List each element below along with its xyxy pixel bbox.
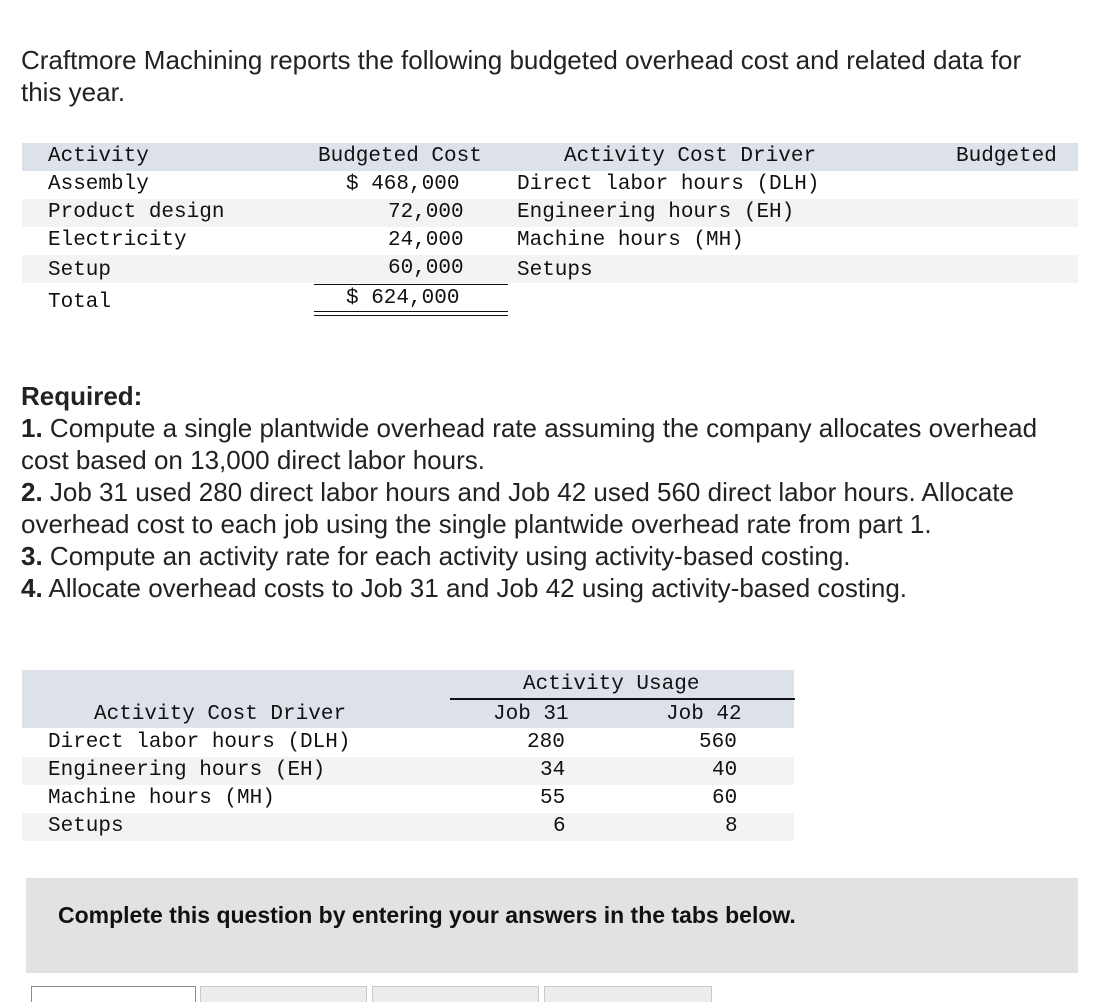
job42-cell: 60 [712,787,738,810]
job42-cell: 560 [699,731,737,754]
job42-header: Job 42 [666,703,742,726]
table2-row-band [22,813,794,841]
tab-required-1[interactable] [31,986,196,1002]
total-label: Total [48,291,112,314]
header-budgeted: Budgeted [956,145,1057,168]
required-item-2: 2. Job 31 used 280 direct labor hours and Job 42 used 560 direct labor hours. Allocate overhead cost to each job using the single plantwide overhead rate from part 1. [21,477,1014,539]
instruction-box [26,878,1078,973]
usage-driver-cell: Setups [48,815,124,838]
activity-cell: Product design [48,201,225,224]
usage-driver-cell: Engineering hours (EH) [48,759,326,782]
job42-cell: 40 [712,759,738,782]
cost-cell: $ 468,000 [346,173,460,196]
tab-required-2[interactable] [200,986,367,1002]
activity-cell: Electricity [48,229,187,252]
total-value: $ 624,000 [346,287,460,310]
cost-cell: 60,000 [388,257,464,280]
activity-cell: Assembly [48,173,149,196]
activity-cell: Setup [48,259,112,282]
job42-cell: 8 [725,815,738,838]
job31-cell: 280 [527,731,565,754]
instruction-text: Complete this question by entering your answers in the tabs below. [58,902,796,928]
required-item-4: 4. Allocate overhead costs to Job 31 and Job 42 using activity-based costing. [21,573,907,603]
required-section [21,380,1081,604]
cost-cell: 72,000 [388,201,464,224]
job31-cell: 6 [553,815,566,838]
header-activity: Activity [48,145,149,168]
job31-cell: 55 [540,787,566,810]
driver-cell: Setups [517,259,593,282]
header-activity-cost-driver: Activity Cost Driver [564,145,817,168]
double-rule-bottom [314,315,508,316]
group-header-rule [450,698,795,700]
driver-cell: Engineering hours (EH) [517,201,795,224]
driver-cell: Direct labor hours (DLH) [517,173,820,196]
double-rule-top [314,311,508,312]
required-heading: Required: [21,381,143,411]
subtotal-rule [314,284,508,285]
intro-text: Craftmore Machining reports the following budgeted overhead cost and related data for this year. [21,45,1022,107]
driver-cell: Machine hours (MH) [517,229,744,252]
usage-driver-cell: Machine hours (MH) [48,787,275,810]
driver-header: Activity Cost Driver [94,703,347,726]
header-budgeted-cost: Budgeted Cost [318,145,482,168]
tab-required-3[interactable] [372,986,539,1002]
required-item-1: 1. Compute a single plantwide overhead rate assuming the company allocates overhead cost based on 13,000 direct labor hours. [21,413,1038,475]
required-item-3: 3. Compute an activity rate for each activity using activity-based costing. [21,541,851,571]
tab-required-4[interactable] [544,986,712,1002]
activity-usage-header: Activity Usage [523,673,700,696]
usage-driver-cell: Direct labor hours (DLH) [48,731,351,754]
job31-header: Job 31 [493,703,569,726]
job31-cell: 34 [540,759,566,782]
cost-cell: 24,000 [388,229,464,252]
table1-header-band [22,143,1078,171]
